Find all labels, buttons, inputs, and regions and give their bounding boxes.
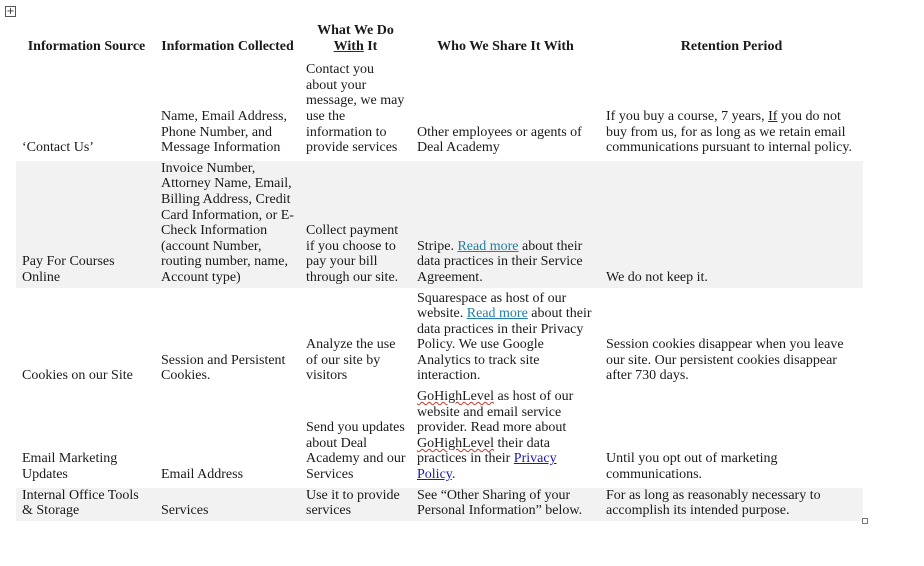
share-name-1: GoHighLevel [417, 389, 494, 405]
cell-what: Collect payment if you choose to pay your bill through our site. [300, 159, 411, 289]
cell-what: Send you updates about Deal Academy and our Services [300, 388, 411, 487]
cell-retention: Session cookies disappear when you leave our site. Our persistent cookies disappear after 730 days. [600, 289, 863, 388]
cell-collected: Invoice Number, Attorney Name, Email, Billing Address, Credit Card Information, or E-Check Information (account Number, routing number, name, Account type) [155, 159, 300, 289]
share-text-a: Squarespace as host of our website. [417, 290, 567, 322]
table-move-handle-icon[interactable]: + [6, 6, 15, 17]
table-row [16, 289, 863, 388]
header-what-it: It [367, 38, 378, 54]
header-information-collected: Information Collected [161, 38, 294, 54]
cell-retention: For as long as reasonably necessary to accomplish its intended purpose. [600, 486, 863, 522]
share-text-b: about their data practices in their Service Agreement. [417, 238, 583, 285]
cell-source: ‘Contact Us’ [16, 62, 155, 159]
table-row [16, 159, 863, 289]
cell-collected: Services [155, 486, 300, 522]
share-text-a: as host of our website and email service provider. Read more about [417, 389, 574, 436]
header-what-we-do [300, 23, 411, 62]
share-text-a: Stripe. [417, 238, 458, 254]
table-resize-handle[interactable] [862, 518, 868, 524]
cell-what: Contact you about your message, we may use the information to provide services [300, 62, 411, 159]
header-who-we-share: Who We Share It With [437, 38, 574, 54]
cell-retention: Until you opt out of marketing communications. [600, 388, 863, 487]
table-row [16, 62, 863, 159]
share-text-c: . [451, 467, 456, 483]
cell-share: See “Other Sharing of your Personal Information” below. [411, 486, 600, 522]
cell-share: Other employees or agents of Deal Academy [411, 62, 600, 159]
cell-retention: We do not keep it. [600, 159, 863, 289]
cell-collected: Email Address [155, 388, 300, 487]
cell-source: Internal Office Tools & Storage [16, 486, 155, 522]
share-text-b: their data practices in their [417, 435, 550, 467]
cell-collected: Name, Email Address, Phone Number, and Message Information [155, 62, 300, 159]
cell-share [411, 159, 600, 289]
privacy-policy-link[interactable]: Privacy Policy [417, 451, 557, 483]
cell-source: Cookies on our Site [16, 289, 155, 388]
cell-share [411, 289, 600, 388]
retention-text-b: you do not buy from us, for as long as we retain email communications pursuant to internal policy. [606, 108, 852, 156]
share-text-b: about their data practices in their Privacy Policy. We use Google Analytics to track site interaction. [417, 306, 592, 384]
cell-share [411, 388, 600, 487]
data-collection-table [16, 23, 863, 524]
cell-retention [600, 62, 863, 159]
header-what-with: With [333, 38, 364, 54]
retention-text-a: If you buy a course, 7 years, [606, 108, 769, 124]
cell-source: Pay For Courses Online [16, 159, 155, 289]
share-name-2: GoHighLevel [417, 435, 494, 451]
table-header-row [16, 23, 863, 62]
read-more-link[interactable]: Read more [457, 238, 519, 254]
header-information-source: Information Source [27, 38, 146, 54]
table-row [16, 388, 863, 487]
retention-if: If [768, 108, 778, 124]
header-retention-period: Retention Period [680, 38, 783, 54]
header-what-line1: What We Do [317, 23, 394, 38]
cell-what: Analyze the use of our site by visitors [300, 289, 411, 388]
read-more-link[interactable]: Read more [466, 306, 528, 322]
cell-collected: Session and Persistent Cookies. [155, 289, 300, 388]
cell-source: Email Marketing Updates [16, 388, 155, 487]
cell-what: Use it to provide services [300, 486, 411, 522]
table-row [16, 486, 863, 522]
